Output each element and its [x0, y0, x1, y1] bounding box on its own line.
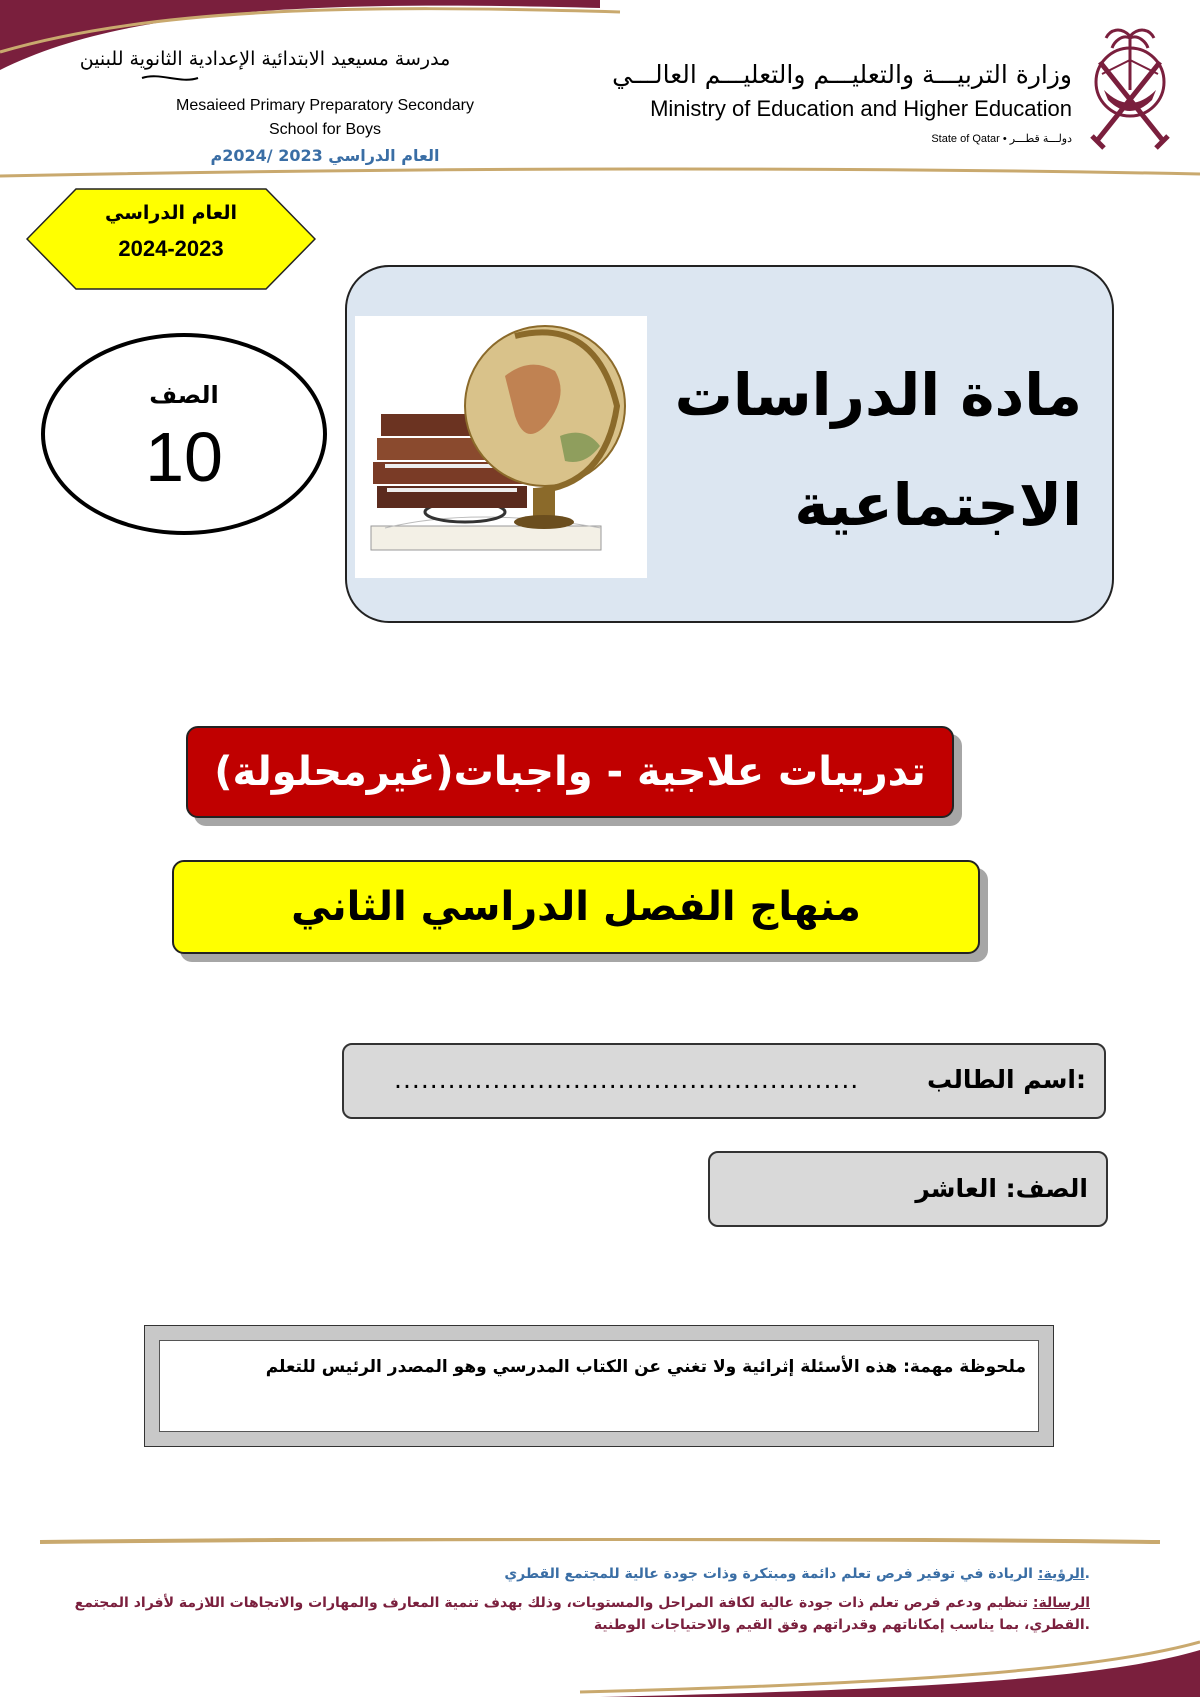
important-note-text: ملحوظة مهمة: هذه الأسئلة إثرائية ولا تغني عن الكتاب المدرسي وهو المصدر الرئيس للتعلم — [265, 1357, 1026, 1377]
academic-year-badge — [26, 188, 316, 290]
semester-curriculum-banner: منهاج الفصل الدراسي الثاني — [172, 860, 980, 954]
student-name-value: .................................................... — [394, 1065, 860, 1094]
vision-label: الرؤية: — [1037, 1566, 1085, 1582]
grade-field-label: الصف: العاشر — [915, 1174, 1088, 1203]
globe-and-books-image — [355, 316, 647, 578]
academic-year-value: 2024-2023 — [118, 236, 224, 261]
mission-text: تنظيم ودعم فرص تعلم ذات جودة عالية لكافة المراحل والمستويات، وذلك بهدف تنمية المعارف والمهارات والاتجاهات اللازمة لأفراد المجتمع القطري، بما يناسب إمكاناتهم وقدراتهم وفق القيم والاحتياجات الوطنية. — [74, 1595, 1090, 1633]
grade-number: 10 — [145, 418, 223, 496]
mission-statement — [70, 1592, 1090, 1636]
mission-label: الرسالة: — [1032, 1595, 1090, 1611]
school-name-english: Mesaieed Primary Preparatory Secondary School for Boys — [176, 97, 474, 138]
globe-books-icon — [355, 316, 647, 578]
grade-label: الصف — [149, 381, 219, 409]
student-name-label: اسم الطالب: — [926, 1065, 1086, 1094]
subject-title: مادة الدراسات الاجتماعية — [674, 361, 1082, 539]
ministry-name-english: Ministry of Education and Higher Education — [650, 96, 1072, 121]
student-name-field[interactable] — [342, 1043, 1106, 1119]
vision-text: الريادة في توفير فرص تعلم دائمة ومبتكرة وذات جودة عالية للمجتمع القطري. — [504, 1566, 1090, 1582]
grade-field — [708, 1151, 1108, 1227]
footer-swoosh — [0, 1640, 1200, 1697]
academic-year-label: العام الدراسي — [104, 202, 238, 224]
vision-statement — [504, 1566, 1090, 1582]
important-note-box — [144, 1325, 1054, 1447]
grade-badge — [41, 333, 327, 535]
remedial-exercises-banner: تدريبات علاجية - واجبات(غيرمحلولة) — [186, 726, 954, 818]
important-note-inner — [159, 1340, 1039, 1432]
state-label: State of Qatar • دولـــة قطـــر — [931, 133, 1072, 145]
footer-divider — [0, 1538, 1200, 1546]
school-name-arabic: مدرسة مسيعيد الابتدائية الإعدادية الثانوية للبنين — [79, 48, 451, 70]
qatar-emblem-icon — [1082, 20, 1178, 150]
ministry-name-arabic: وزارة التربيـــة والتعليـــم والتعليـــم العالـــي — [612, 60, 1072, 89]
school-year: العام الدراسي 2023 /2024م — [210, 146, 440, 165]
school-name-underline — [140, 72, 200, 84]
